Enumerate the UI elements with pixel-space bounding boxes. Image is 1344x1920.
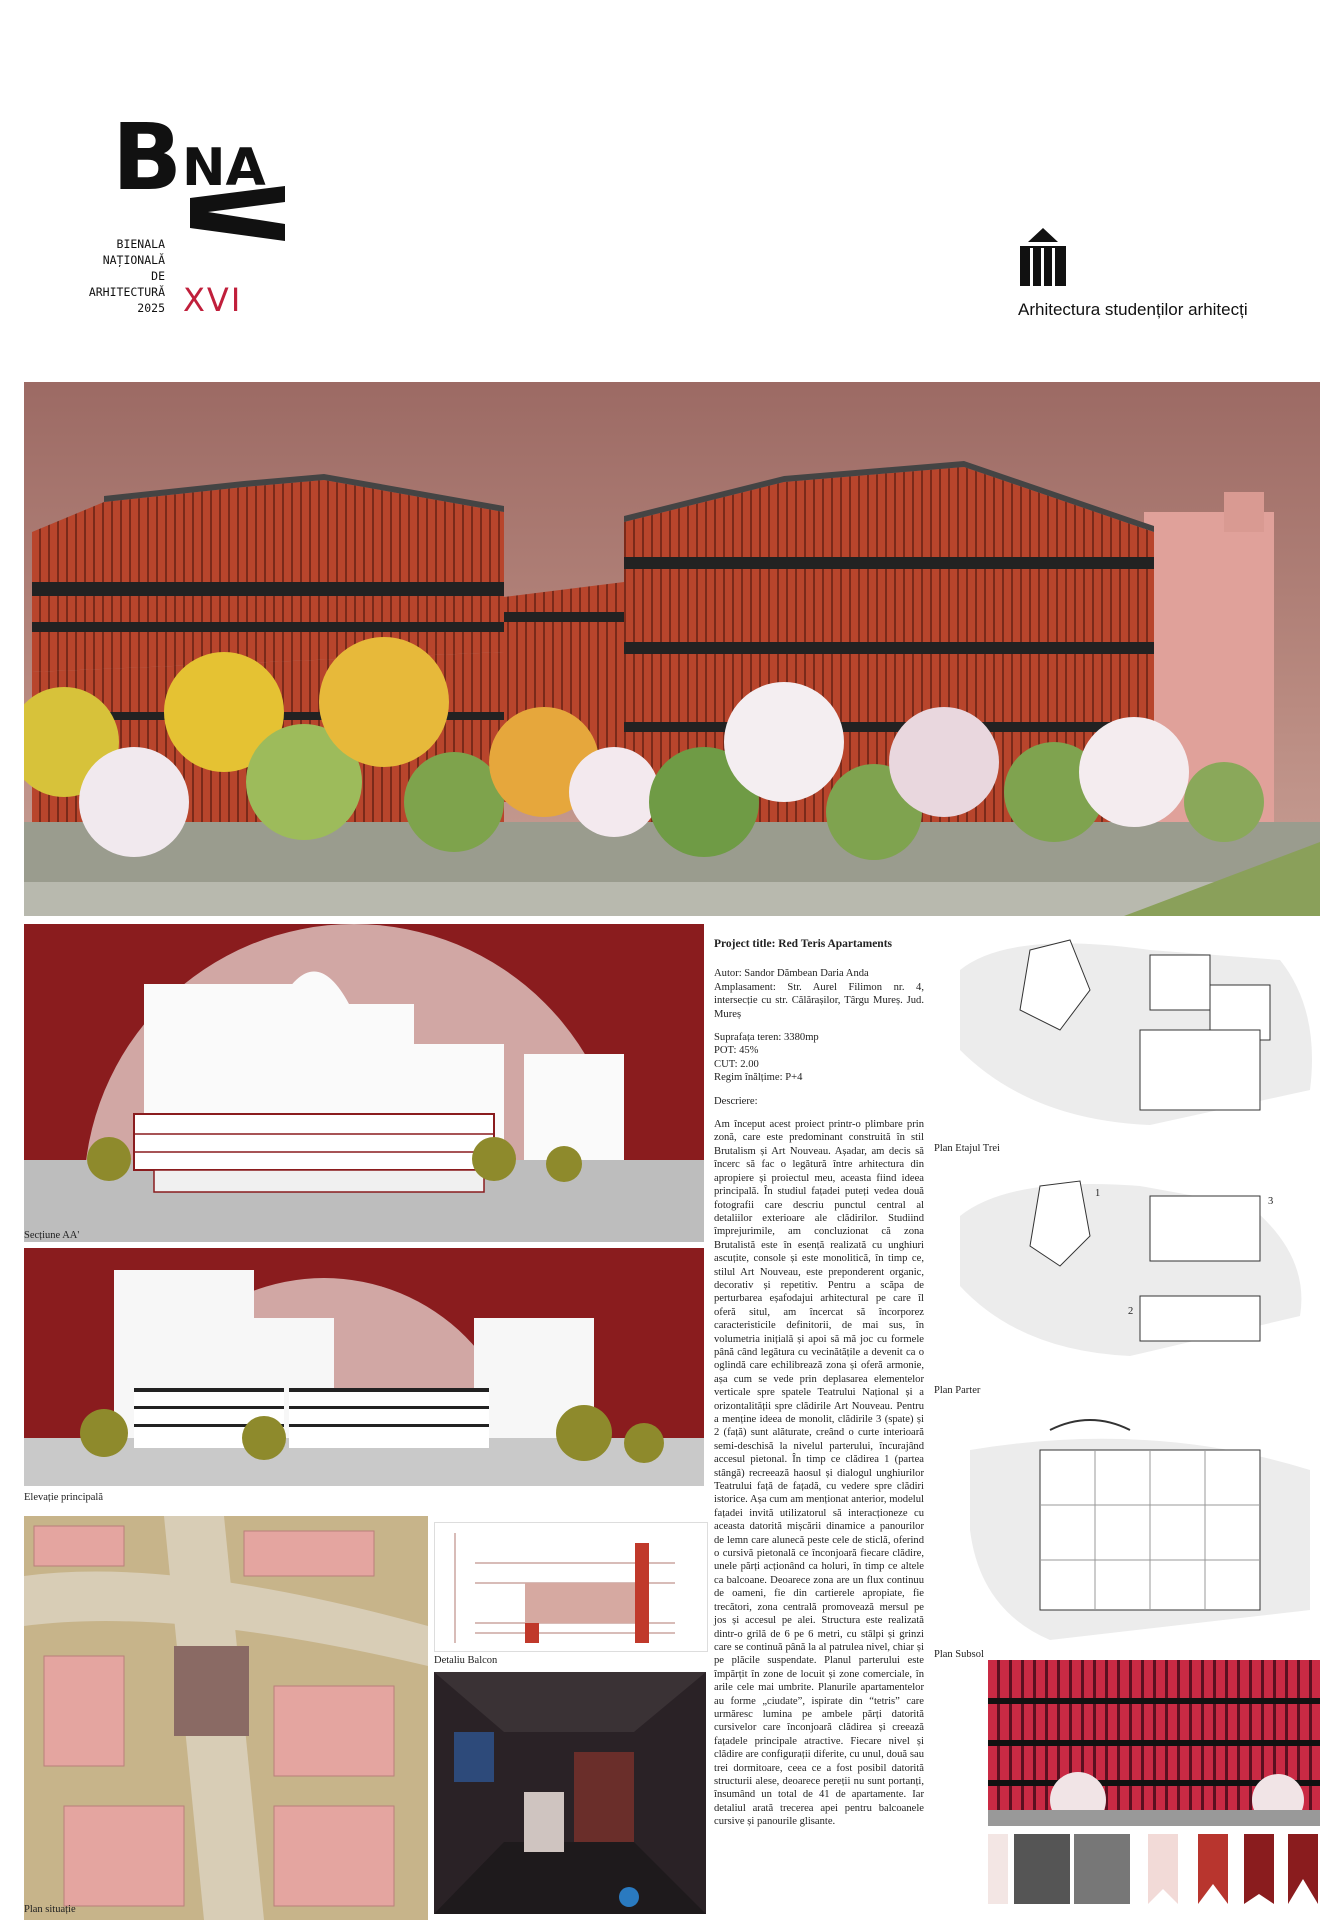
balcony-detail xyxy=(434,1522,708,1652)
facade-render xyxy=(988,1660,1320,1826)
cut-value: CUT: 2.00 xyxy=(714,1058,759,1070)
logo-letter-b: B xyxy=(112,104,179,211)
main-render xyxy=(24,382,1320,916)
elevation-caption: Elevație principală xyxy=(24,1492,104,1503)
plan-label-1: 1 xyxy=(1095,1188,1101,1199)
category-title: Arhitectura studenților arhitecți xyxy=(1018,300,1248,319)
author: Autor: Sandor Dămbean Daria Anda xyxy=(714,968,869,980)
project-title: Project title: Red Teris Apartaments xyxy=(714,938,892,950)
plan-third-caption: Plan Etajul Trei xyxy=(934,1143,1000,1154)
site-area: Suprafața teren: 3380mp xyxy=(714,1032,819,1044)
logo-caption xyxy=(85,236,165,316)
height-regime: Regim înălțime: P+4 xyxy=(714,1072,803,1084)
edition-number: XVI xyxy=(183,281,243,319)
section-caption: Secțiune AA' xyxy=(24,1230,80,1241)
logo-line: 2025 xyxy=(137,301,165,315)
interior-render xyxy=(434,1672,706,1914)
plan-ground-caption: Plan Parter xyxy=(934,1385,981,1396)
description-label: Descriere: xyxy=(714,1095,758,1107)
logo-line: ARHITECTURĂ xyxy=(88,285,165,299)
elevation-drawing xyxy=(24,1248,704,1486)
site-caption: Plan situație xyxy=(24,1904,76,1915)
description-body: Am început acest proiect printr-o plimbare prin zonă, care este predominant construită în stil Brutalism și Art Nouveau. Așadar, am decis să încerc să fac o legătură între arhitectura din apropiere și proiectul meu, aceasta fiind ideea principală. În studiul fațadei puteți vedea două fotografii care descriu punctul central al detaliilor exterioare ale clădirilor. Studiind împrejurimile, am concluzionat că zona Brutalistă este în esență realizată cu unghiuri ascuțite, console și este monolitică, în timp ce, stilul Art Nouveau, este preponderent organic, decorativ și repetitiv. Pentru a scăpa de perturbarea eșafodajui arhitectural pe care îl oferă situl, am încercat să încorporez caracteristicile definitorii, de mai sus, în volumetria inițială și apoi să mă joc cu formele până când legătura cu vecinătățile a devenit ca o oglindă care echilibrează zona și oferă armonie, așa cum se vede prin deplasarea elementelor verticale spre spatele Teatrului Național și a orizontalității spre clădirile Art Nouveau. Pentru a menține ideea de monolit, clădirile 3 (spate) și 2 (față) sunt alăturate, creând o curte interioară semi-deschisă la nivelul parterului, încurajând accesul pietonal. În timp ce clădirea 1 (partea stângă) recreează haosul și dialogul unghiurilor Teatrului față de fațadă, cu vedere spre clădiri istorice. Așa cum am menționat anterior, modelul fațadei invită utilizatorul să interacționeze cu aceasta datorită mișcării dinamice a panourilor de lemn care alunecă peste cele de sticlă, oferind o cursivă pietonală ce înconjoară fiecare clădire, unele părți acționând ca holuri, în timp ce altele ca balcoane. Deoarece zona are un flux continuu de oameni, fie din cartierele apropiate, fie trecători, zona centrală promovează mersul pe jos și accesul pe alei. Structura este realizată dintr-o grilă de 6 pe 6 metri, cu stâlpi și grinzi care se continuă până la al patrulea nivel, chiar și pe plăcile suspendate. Planul parterului este împărțit în zone de locuit și zone comerciale, în arile cele mai umbrite. Planurile apartamentelor au forme „ciudate”, ispirate din “tetris” care urmăresc lumina pe ambele părți datorită cursivelor care înconjoară clădirea și creează fațadele principale atractive. Fiecare nivel și clădire are configurații diferite, cu unul, două sau trei dormitoare, ceea ce a fost posibil datorită structurii alese, deoarece pereții nu sunt portanți, însumând un total de 41 de apartamente. Iar detaliul arată trecerea apei pentru balcoanele cursive și panourile glisante. xyxy=(714,1119,924,1828)
site-plan xyxy=(24,1516,428,1920)
balcony-caption: Detaliu Balcon xyxy=(434,1655,498,1666)
plan-label-2: 2 xyxy=(1128,1306,1134,1317)
logo-letters-na: NA xyxy=(182,138,266,198)
description-column xyxy=(714,938,924,1839)
plan-ground-floor xyxy=(950,1166,1320,1366)
plan-basement xyxy=(950,1410,1320,1650)
logo-line: DE xyxy=(151,269,165,283)
plan-label-3: 3 xyxy=(1268,1196,1274,1207)
logo-line: NAȚIONALĂ xyxy=(102,253,165,267)
facade-study xyxy=(988,1834,1320,1904)
logo-a-mark-icon xyxy=(190,186,285,246)
logo-line: BIENALA xyxy=(116,237,165,251)
plan-basement-caption: Plan Subsol xyxy=(934,1649,984,1660)
plan-third-floor xyxy=(950,930,1320,1130)
pencil-icon xyxy=(1018,228,1068,286)
pot-value: POT: 45% xyxy=(714,1045,759,1057)
location: Amplasament: Str. Aurel Filimon nr. 4, intersecție cu str. Călărașilor, Târgu Mureș. Jud. Mureș xyxy=(714,981,924,1020)
section-drawing xyxy=(24,924,704,1242)
